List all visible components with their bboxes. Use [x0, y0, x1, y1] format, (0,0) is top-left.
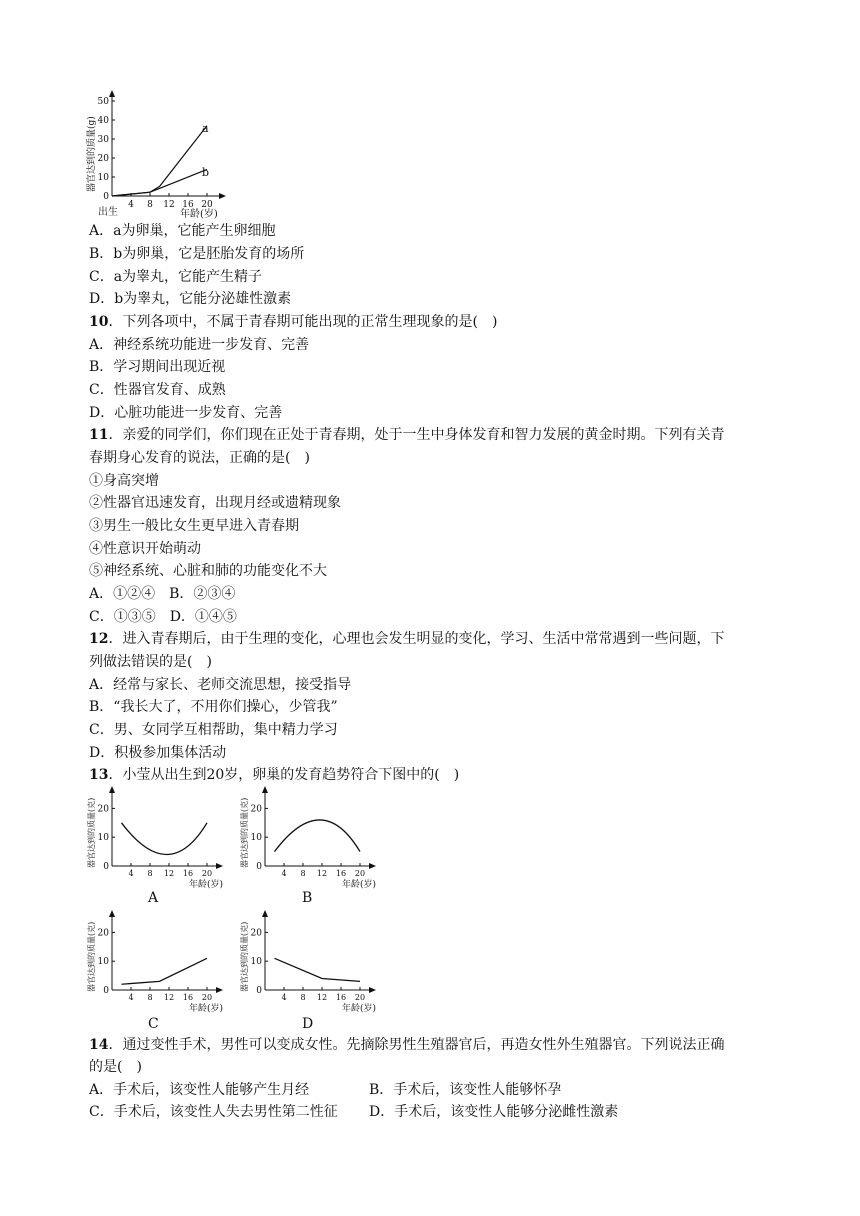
q9-xtick-label: 12 [163, 200, 175, 210]
xtick-label: 8 [300, 993, 306, 1002]
ytick-label: 20 [97, 928, 109, 939]
q9-series-b-line [112, 169, 207, 196]
q13-ylabel: 器官达到的质量(克) [87, 797, 96, 868]
xtick-label: 8 [147, 869, 153, 878]
q11-item-2: ②性器官迅速发育，出现月经或遗精现象 [89, 495, 341, 511]
q13-curve [122, 958, 208, 984]
x-axis-arrow [216, 987, 223, 993]
q14-option-d: D．手术后，该变性人能够分泌雌性激素 [369, 1104, 619, 1120]
q13-curve [122, 823, 208, 855]
q12-stem-2: 列做法错误的是( ) [89, 654, 212, 670]
xtick-label: 4 [281, 869, 287, 878]
xtick-label: 12 [163, 869, 175, 878]
q10-number: 10 [89, 314, 109, 330]
q9-ytick-label: 10 [97, 173, 109, 183]
xtick-label: 4 [128, 993, 134, 1002]
q9-xtick-label: 16 [182, 200, 194, 210]
q9-option-c: C．a为睾丸，它能产生精子 [89, 269, 263, 285]
q9-series-a-label: a [202, 122, 209, 135]
q9-series-a-line [112, 126, 210, 196]
q10-option-c: C．性器官发育、成熟 [89, 382, 226, 398]
q9-xtick-label: 4 [128, 200, 134, 210]
q14-option-b: B．手术后，该变性人能够怀孕 [369, 1082, 562, 1098]
q14-stem-text-1: ．通过变性手术，男性可以变成女性。先摘除男性生殖器官后，再造女性外生殖器官。下列说法正确 [108, 1037, 725, 1053]
xtick-label: 20 [354, 993, 366, 1002]
q13-xlabel: 年龄(岁) [341, 880, 376, 890]
q13-chart-b [237, 786, 377, 896]
xtick-label: 12 [163, 993, 175, 1002]
q10-stem-text: ．下列各项中，不属于青春期可能出现的正常生理现象的是( ) [108, 314, 498, 330]
q13-stem [89, 766, 459, 784]
y-axis-arrow [262, 786, 268, 793]
x-axis-arrow [369, 987, 376, 993]
q9-option-a: A．a为卵巢，它能产生卵细胞 [89, 223, 276, 239]
q13-ylabel: 器官达到的质量(克) [240, 921, 249, 992]
q13-curve [275, 958, 361, 981]
xtick-label: 12 [316, 993, 328, 1002]
xtick-label: 20 [201, 993, 213, 1002]
xtick-label: 16 [335, 869, 347, 878]
q13-xlabel: 年龄(岁) [341, 1004, 376, 1014]
q11-options-row-2: C．①③⑤ D．①④⑤ [89, 609, 237, 625]
q11-number: 11 [89, 427, 109, 443]
q11-item-4: ④性意识开始萌动 [89, 541, 201, 557]
ytick-label: 0 [256, 986, 262, 996]
q14-number: 14 [89, 1037, 109, 1053]
ytick-label: 20 [97, 804, 109, 815]
q9-ylabel: 器官达到的质量(g) [87, 116, 97, 192]
x-axis-arrow [216, 863, 223, 869]
q14-stem [89, 1036, 724, 1054]
q13-xlabel: 年龄(岁) [188, 880, 223, 890]
q13-caption-d: D [302, 1016, 314, 1032]
ytick-label: 0 [103, 986, 109, 996]
q10-option-b: B．学习期间出现近视 [89, 359, 226, 375]
q14-stem-2: 的是( ) [89, 1059, 142, 1075]
xtick-label: 16 [182, 869, 194, 878]
q11-options-row-1: A．①②④ B．②③④ [89, 586, 236, 602]
q14-option-a: A．手术后，该变性人能够产生月经 [89, 1082, 310, 1098]
xtick-label: 8 [147, 993, 153, 1002]
q9-chart [84, 84, 234, 224]
x-axis-arrow [369, 863, 376, 869]
q11-stem [89, 426, 724, 444]
q11-item-5: ⑤神经系统、心脏和肺的功能变化不大 [89, 563, 327, 579]
q13-xlabel: 年龄(岁) [188, 1004, 223, 1014]
q13-chart-c [84, 910, 224, 1020]
q10-stem [89, 313, 497, 331]
xtick-label: 16 [182, 993, 194, 1002]
xtick-label: 4 [281, 993, 287, 1002]
q13-ylabel: 器官达到的质量(克) [87, 921, 96, 992]
q14-option-c: C．手术后，该变性人失去男性第二性征 [89, 1104, 338, 1120]
xtick-label: 20 [354, 869, 366, 878]
q13-caption-c: C [148, 1016, 159, 1032]
q12-option-c: C．男、女同学互相帮助，集中精力学习 [89, 722, 338, 738]
q13-number: 13 [89, 767, 109, 783]
ytick-label: 20 [250, 928, 262, 939]
q13-ylabel: 器官达到的质量(克) [240, 797, 249, 868]
q9-option-b: B．b为卵巢，它是胚胎发育的场所 [89, 246, 305, 262]
q12-number: 12 [89, 631, 109, 647]
q9-ytick-label: 50 [97, 97, 109, 107]
q11-stem-text-1: ．亲爱的同学们，你们现在正处于青春期，处于一生中身体发育和智力发展的黄金时期。下列有关青 [108, 427, 725, 443]
q12-option-d: D．积极参加集体活动 [89, 745, 227, 761]
q9-axes [109, 90, 226, 199]
q13-stem-text: ．小莹从出生到20岁，卵巢的发育趋势符合下图中的( ) [108, 767, 460, 783]
q9-ytick-label: 30 [97, 135, 109, 145]
q9-option-d: D．b为睾丸，它能分泌雄性激素 [89, 291, 292, 307]
q13-chart-d [237, 910, 377, 1020]
q13-caption-b: B [302, 890, 313, 906]
q10-option-d: D．心脏功能进一步发育、完善 [89, 405, 283, 421]
q9-ytick-label: 40 [97, 116, 109, 126]
xtick-label: 16 [335, 993, 347, 1002]
ytick-label: 20 [250, 804, 262, 815]
q13-curve [275, 820, 361, 852]
q9-x-origin: 出生 [98, 207, 118, 218]
q12-stem-text-1: ．进入青春期后，由于生理的变化，心理也会发生明显的变化，学习、生活中常常遇到一些问题，下 [108, 631, 725, 647]
xtick-label: 20 [201, 869, 213, 878]
q11-item-1: ①身高突增 [89, 473, 159, 489]
q13-caption-a: A [148, 890, 159, 906]
y-axis-arrow [262, 910, 268, 917]
q12-stem [89, 630, 724, 648]
ytick-label: 10 [97, 833, 109, 844]
q11-item-3: ③男生一般比女生更早进入青春期 [89, 518, 299, 534]
q9-series-b-label: b [202, 166, 210, 179]
ytick-label: 10 [250, 957, 262, 968]
q9-xtick-label: 8 [147, 200, 153, 210]
y-axis-arrow [109, 910, 115, 917]
ytick-label: 10 [97, 957, 109, 968]
q9-xlabel: 年龄(岁) [180, 209, 218, 220]
q9-ytick-label: 0 [103, 192, 109, 202]
y-axis-arrow [109, 786, 115, 793]
ytick-label: 0 [256, 862, 262, 872]
xtick-label: 12 [316, 869, 328, 878]
q9-ytick-label: 20 [97, 154, 109, 164]
q11-stem-2: 春期身心发育的说法，正确的是( ) [89, 450, 310, 466]
ytick-label: 0 [103, 862, 109, 872]
xtick-label: 4 [128, 869, 134, 878]
xtick-label: 8 [300, 869, 306, 878]
ytick-label: 10 [250, 833, 262, 844]
q12-option-b: B．“我长大了，不用你们操心，少管我” [89, 699, 338, 715]
q12-option-a: A．经常与家长、老师交流思想，接受指导 [89, 677, 352, 693]
q10-option-a: A．神经系统功能进一步发育、完善 [89, 337, 310, 353]
q9-xtick-label: 20 [201, 200, 213, 210]
q13-chart-a [84, 786, 224, 896]
